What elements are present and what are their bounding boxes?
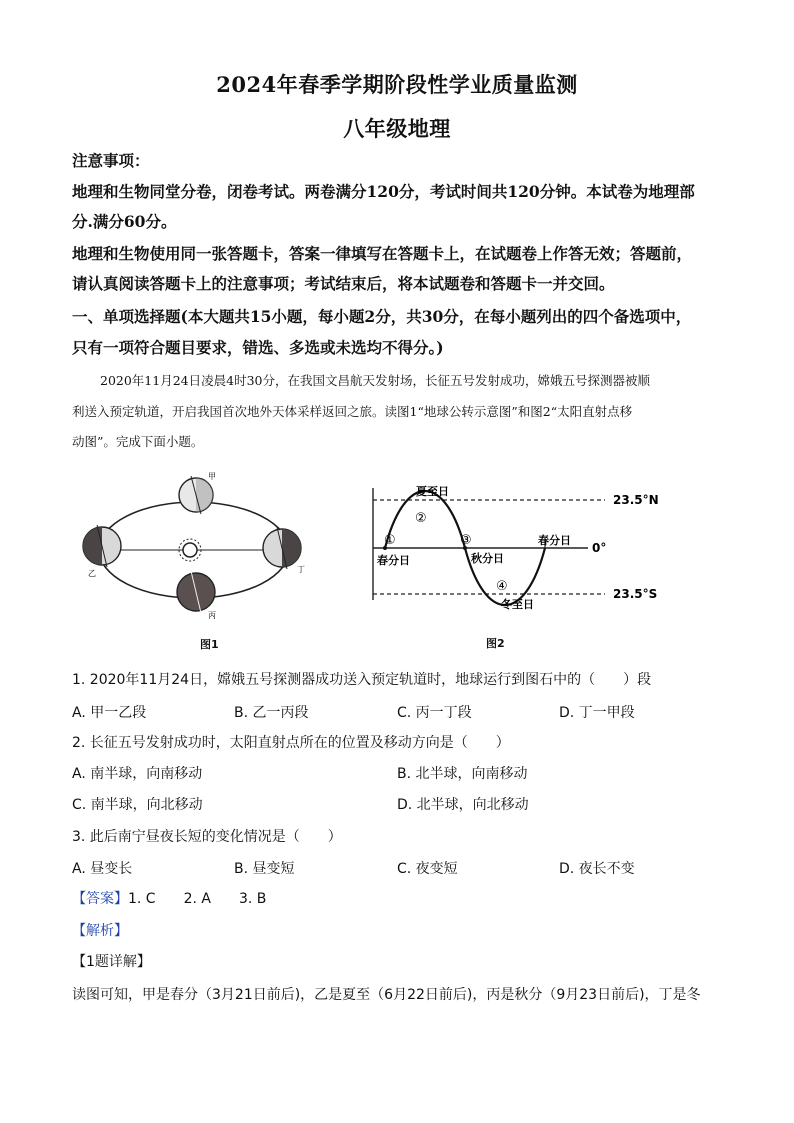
q3-option-d[interactable]: D. 夜长不变	[559, 861, 635, 877]
q1-option-d[interactable]: D. 丁一甲段	[559, 705, 635, 721]
earth-bottom	[177, 571, 215, 613]
analysis-line	[72, 920, 732, 942]
label-yi: 乙	[88, 569, 96, 578]
autumn-equinox-label: 秋分日	[471, 552, 504, 565]
spring-equinox-label: 春分日	[377, 554, 410, 567]
q3-option-a[interactable]: A. 昼变长	[72, 861, 133, 877]
figure-1-caption: 图1	[200, 638, 219, 651]
winter-solstice-label: 冬至日	[501, 598, 534, 610]
question-3-stem: 3. 此后南宁昼夜长短的变化情况是（ ）	[72, 829, 342, 845]
notice-heading: 注意事项：	[72, 151, 150, 170]
detail-heading: 【1题详解】	[72, 954, 151, 970]
notice-line-2: 分.满分60分。	[72, 212, 177, 231]
label-jia: 甲	[208, 472, 216, 481]
notice-line-4: 请认真阅读答题卡上的注意事项；考试结束后，将本试题卷和答题卡一并交回。	[72, 274, 615, 293]
detail-text: 读图可知，甲是春分（3月21日前后)，乙是夏至（6月22日前后)，丙是秋分（9月23日前后)，丁是冬	[72, 987, 701, 1003]
q2-option-c[interactable]: C. 南半球，向北移动	[72, 797, 203, 813]
earth-top	[179, 476, 213, 514]
q2-option-b[interactable]: B. 北半球，向南移动	[397, 766, 528, 782]
earth-left	[83, 525, 121, 567]
sun-point-migration-chart	[360, 478, 660, 610]
analysis-tag: 【解析】	[72, 923, 128, 939]
passage-line-1: 2020年11月24日凌晨4时30分，在我国文昌航天发射场，长征五号发射成功，嫦娥五号探测器被顺	[100, 373, 650, 388]
spring-equinox-next-label: 春分日	[538, 534, 571, 547]
lat-equator-label: 0°	[592, 541, 607, 555]
q1-option-b[interactable]: B. 乙一丙段	[234, 705, 309, 721]
answer-text: 1. C 2. A 3. B	[128, 891, 267, 907]
segment-3-marker: ③	[460, 533, 472, 548]
answer-line	[72, 888, 732, 910]
label-ding: 丁	[297, 565, 305, 574]
summer-solstice-label: 夏至日	[416, 485, 449, 498]
earth-revolution-diagram	[72, 470, 322, 620]
q3-option-c[interactable]: C. 夜变短	[397, 861, 458, 877]
passage-line-2: 利送入预定轨道，开启我国首次地外天体采样返回之旅。读图1“地球公转示意图”和图2“太阳直射点移	[72, 404, 633, 419]
q2-option-a[interactable]: A. 南半球，向南移动	[72, 766, 203, 782]
segment-1-marker: ①	[384, 533, 396, 548]
notice-line-3: 地理和生物使用同一张答题卡，答案一律填写在答题卡上，在试题卷上作答无效；答题前，	[72, 244, 693, 263]
exam-subject: 八年级地理	[343, 116, 451, 141]
sun-icon	[179, 539, 201, 561]
q1-option-c[interactable]: C. 丙一丁段	[397, 705, 472, 721]
earth-right	[263, 527, 301, 569]
q3-option-b[interactable]: B. 昼变短	[234, 861, 295, 877]
passage-line-3: 动图”。完成下面小题。	[72, 434, 204, 449]
answer-tag: 【答案】	[72, 891, 128, 907]
figure-2-caption: 图2	[486, 637, 505, 650]
lat-south-label: 23.5°S	[613, 587, 658, 601]
section-heading-line-2: 只有一项符合题目要求，错选、多选或未选均不得分。)	[72, 338, 444, 357]
question-1-stem: 1. 2020年11月24日，嫦娥五号探测器成功送入预定轨道时，地球运行到图石中的（ ）段	[72, 672, 652, 688]
question-2-stem: 2. 长征五号发射成功时，太阳直射点所在的位置及移动方向是（ ）	[72, 735, 510, 751]
section-heading-line-1: 一、单项选择题(本大题共15小题，每小题2分，共30分，在每小题列出的四个备选项中，	[72, 307, 692, 326]
q1-option-a[interactable]: A. 甲一乙段	[72, 705, 147, 721]
label-bing: 丙	[208, 611, 216, 620]
segment-4-marker: ④	[496, 579, 508, 594]
exam-title: 2024年春季学期阶段性学业质量监测	[216, 72, 578, 97]
lat-north-label: 23.5°N	[613, 493, 659, 507]
q2-option-d[interactable]: D. 北半球，向北移动	[397, 797, 529, 813]
notice-line-1: 地理和生物同堂分卷，闭卷考试。两卷满分120分，考试时间共120分钟。本试卷为地理部	[72, 182, 695, 201]
segment-2-marker: ②	[415, 511, 427, 526]
